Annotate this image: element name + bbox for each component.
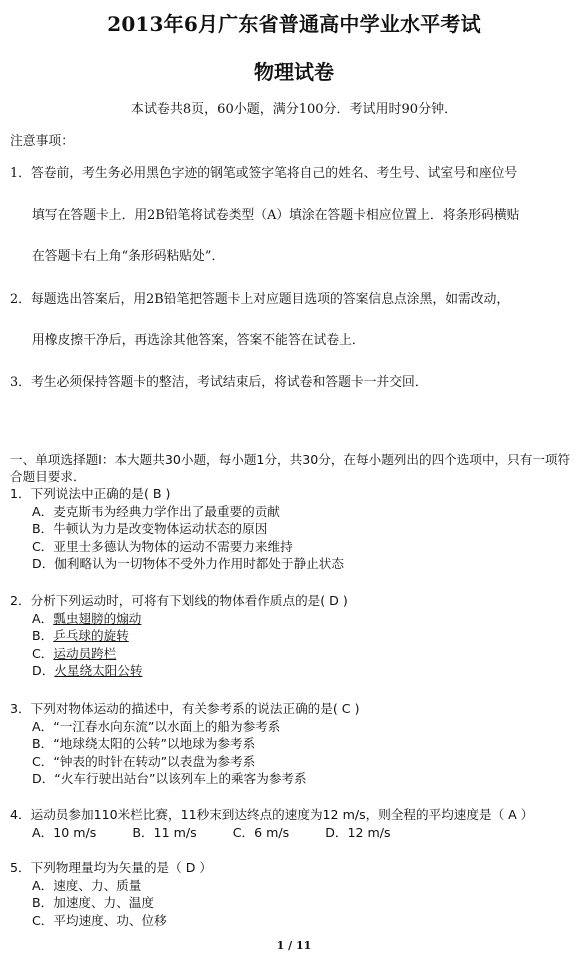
option-d: D．“火车行驶出站台”以该列车上的乘客为参考系 xyxy=(32,771,307,787)
notice-item-1-line-2: 填写在答题卡上．用2B铅笔将试卷类型（A）填涂在答题卡相应位置上．将条形码横贴 xyxy=(32,208,520,223)
notice-item-2-line-2: 用橡皮擦干净后，再选涂其他答案，答案不能答在试卷上． xyxy=(32,333,365,348)
option-b: B．加速度、力、温度 xyxy=(32,895,154,911)
notice-item-1: 1．答卷前，考生务必用黑色字迹的钢笔或签字笔将自己的姓名、考生号、试室号和座位号 xyxy=(10,166,518,181)
notice-title: 注意事项： xyxy=(10,134,74,149)
question-stem: 4．运动员参加110米栏比赛，11秒末到达终点的速度为12 m/s，则全程的平均速度是（ A ） xyxy=(10,807,534,822)
question-3 xyxy=(10,700,359,788)
question-1 xyxy=(10,485,344,573)
option-b: B．11 m/s xyxy=(132,824,197,840)
notice-item-1-line-3: 在答题卡右上角“条形码粘贴处”． xyxy=(32,249,225,264)
option-c: C．6 m/s xyxy=(232,824,290,840)
question-stem: 1．下列说法中正确的是( B ) xyxy=(10,486,171,501)
option-a: A．10 m/s xyxy=(32,824,97,840)
option-a: A．麦克斯韦为经典力学作出了最重要的贡献 xyxy=(32,503,280,519)
question-stem: 5．下列物理量均为矢量的是（ D ） xyxy=(10,860,213,875)
option-c: C．平均速度、功、位移 xyxy=(32,912,167,928)
inline-options xyxy=(10,824,533,842)
option-b: B．牛顿认为力是改变物体运动状态的原因 xyxy=(32,521,268,537)
exam-subtitle: 物理试卷 xyxy=(254,60,334,84)
option-a: A．瓢虫翅膀的煽动 xyxy=(32,610,142,626)
page-number: 1 / 11 xyxy=(276,939,312,952)
option-c: C．“钟表的时针在转动”以表盘为参考系 xyxy=(32,753,256,769)
option-a: A．“一江春水向东流”以水面上的船为参考系 xyxy=(32,718,281,734)
notice-item-2: 2．每题选出答案后，用2B铅笔把答题卡上对应题目选项的答案信息点涂黑，如需改动， xyxy=(10,292,510,307)
question-stem: 2．分析下列运动时，可将有下划线的物体看作质点的是( D ) xyxy=(10,593,348,608)
notice-item-3: 3．考生必须保持答题卡的整洁，考试结束后，将试卷和答题卡一并交回． xyxy=(10,375,428,390)
option-b: B．“地球绕太阳的公转”以地球为参考系 xyxy=(32,736,256,752)
option-d: D．伽利略认为一切物体不受外力作用时都处于静止状态 xyxy=(32,556,344,572)
option-a: A．速度、力、质量 xyxy=(32,877,142,893)
option-d: D．火星绕太阳公转 xyxy=(32,663,143,679)
question-5 xyxy=(10,859,212,929)
question-2 xyxy=(10,592,348,680)
option-c: C．亚里士多德认为物体的运动不需要力来维持 xyxy=(32,538,293,554)
exam-info: 本试卷共8页，60小题，满分100分．考试用时90分钟． xyxy=(130,102,458,117)
question-4 xyxy=(10,806,533,841)
section-heading: 一、单项选择题Ⅰ：本大题共30小题，每小题1分，共30分，在每小题列出的四个选项中，只有一项符合题目要求． xyxy=(10,452,571,484)
option-d: D．12 m/s xyxy=(325,824,391,840)
exam-title: 2013年6月广东省普通高中学业水平考试 xyxy=(107,12,481,36)
question-stem: 3．下列对物体运动的描述中，有关参考系的说法正确的是( C ) xyxy=(10,701,360,716)
option-c: C．运动员跨栏 xyxy=(32,645,117,661)
option-b: B．乒乓球的旋转 xyxy=(32,628,129,644)
